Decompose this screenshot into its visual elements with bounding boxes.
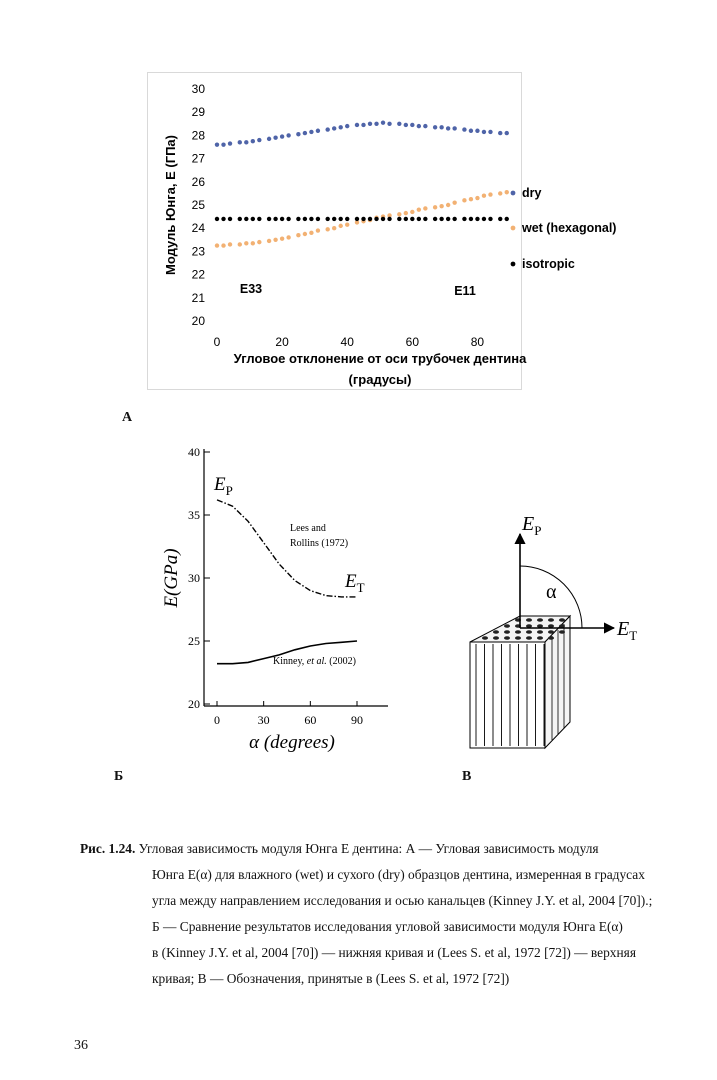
tubule-hole: [482, 636, 488, 640]
tubule-hole: [504, 630, 510, 634]
b-ytick-label: 35: [188, 508, 200, 522]
b-ytick-label: 25: [188, 634, 200, 648]
b-ytick-label: 20: [188, 697, 200, 711]
a-ytick-label: 30: [191, 82, 205, 96]
a-ytick-label: 29: [191, 105, 205, 120]
a-ytick-label: 25: [191, 198, 205, 212]
a-legend-label: dry: [522, 186, 542, 200]
a-ytick-label: 23: [191, 244, 205, 259]
a-ytick-label: 22: [191, 267, 205, 282]
b-xtick-label: 30: [257, 713, 270, 727]
b-xlabel: α (degrees): [249, 732, 335, 753]
b-kinney-label: Kinney, et al. (2002): [273, 656, 356, 667]
a-xtick-label: 40: [340, 335, 354, 349]
b-ytick-label: 40: [188, 445, 200, 459]
panel-c-label: В: [462, 769, 472, 784]
tubule-hole: [504, 624, 510, 628]
b-lees-label-2: Rollins (1972): [290, 538, 349, 549]
dentin-block: [470, 616, 570, 748]
a-ytick-label: 21: [191, 290, 205, 305]
tubule-hole: [526, 636, 532, 640]
b-et-label: $E_T$: [345, 571, 365, 595]
page-number: 36: [74, 1038, 88, 1053]
tubule-hole: [493, 636, 499, 640]
b-lees-label-1: Lees and: [290, 523, 326, 534]
a-ytick-label: 27: [191, 151, 205, 166]
a-legend-label: isotropic: [522, 257, 575, 271]
panel-b-label: Б: [114, 769, 124, 784]
axis-arrows: [520, 534, 614, 628]
caption-line-2: Юнга E(α) для влажного (wet) и сухого (dry) образцов дентина, измеренная в градусах: [152, 867, 645, 882]
a-xtick-label: 80: [470, 335, 485, 349]
figure-caption: [80, 836, 700, 992]
caption-line-1: Угловая зависимость модуля Юнга E дентина: А — Угловая зависимость модуля: [135, 841, 599, 856]
a-ytick-label: 28: [191, 128, 205, 143]
c-alpha-label: α: [546, 581, 557, 603]
a-ylabel: Модуль Юнга, Е (ГПа): [163, 135, 178, 275]
tubule-hole: [548, 618, 554, 622]
tubule-hole: [537, 636, 543, 640]
b-ylabel: E(GPa): [161, 548, 182, 608]
c-et-label: $E_T$: [617, 618, 638, 643]
caption-prefix: Рис. 1.24.: [80, 841, 136, 856]
tubule-hole: [526, 630, 532, 634]
a-xlabel-line1: Угловое отклонение от оси трубочек дентина: [233, 351, 527, 366]
b-ep-label: $E_P$: [214, 474, 233, 498]
a-ytick-label: 24: [191, 221, 205, 236]
tubule-hole: [559, 618, 565, 622]
a-xlabel-line2: (градусы): [348, 372, 412, 387]
tubule-hole: [559, 630, 565, 634]
caption-line-6: кривая; В — Обозначения, принятые в (Lees S. et al, 1972 [72]): [152, 971, 510, 986]
a-xtick-label: 60: [405, 335, 420, 349]
panel-a-label: А: [122, 410, 133, 425]
caption-line-5: в (Kinney J.Y. et al, 2004 [70]) — нижняя кривая и (Lees S. et al, 1972 [72]) — верхняя: [152, 945, 636, 960]
a-xtick-label: 0: [213, 335, 221, 349]
a-legend-label: wet (hexagonal): [522, 221, 617, 235]
caption-line-3: угла между направлением исследования и осью канальцев (Kinney J.Y. et al, 2004 [70]).;: [152, 893, 653, 908]
caption-line-4: Б — Сравнение результатов исследования угловой зависимости модуля Юнга E(α): [152, 919, 623, 934]
tubule-hole: [548, 630, 554, 634]
tubule-hole: [537, 630, 543, 634]
tubule-hole: [515, 630, 521, 634]
a-xtick-label: 20: [275, 335, 289, 349]
tubule-hole: [493, 630, 499, 634]
b-xtick-label: 90: [351, 713, 363, 727]
tubule-hole: [526, 618, 532, 622]
a-ytick-label: 26: [191, 174, 205, 189]
a-ytick-label: 20: [191, 314, 205, 328]
tubule-hole: [548, 636, 554, 640]
b-xtick-label: 60: [304, 713, 317, 727]
c-ep-label: $E_P$: [522, 513, 542, 538]
a-annotation-e33: E33: [239, 282, 263, 296]
b-xtick-label: 0: [214, 713, 220, 727]
b-ytick-label: 30: [188, 571, 200, 585]
tubule-hole: [504, 636, 510, 640]
a-annotation-e11: E11: [454, 284, 476, 298]
tubule-hole: [537, 618, 543, 622]
tubule-hole: [515, 636, 521, 640]
